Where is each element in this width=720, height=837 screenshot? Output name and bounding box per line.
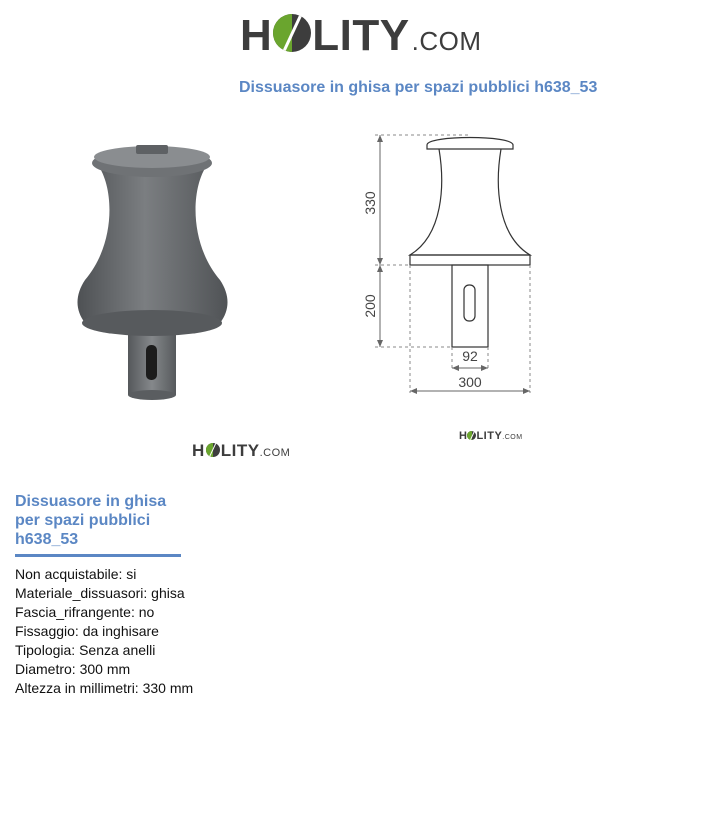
logo-letters: LITY [312, 11, 410, 60]
spec-row: Altezza in millimetri: 330 mm [15, 680, 194, 696]
brand-logo-small [192, 442, 290, 462]
logo-letters: LITY [220, 441, 260, 460]
product-name: Dissuasore in ghisa per spazi pubblici h638_53 [15, 493, 167, 548]
spec-row: Fissaggio: da inghisare [15, 623, 159, 639]
logo-domain: .COM [259, 447, 291, 459]
spec-row: Non acquistabile: si [15, 566, 137, 582]
logo-letter-h: H [240, 11, 273, 60]
technical-drawing [355, 125, 555, 405]
logo-o-icon [273, 14, 311, 52]
dim-label-height-top: 330 [362, 191, 378, 215]
logo-letter-h: H [459, 430, 468, 442]
photo-body [78, 165, 228, 323]
logo-domain: .COM [502, 434, 523, 441]
drawing-cap [427, 138, 513, 150]
photo-slot [146, 345, 157, 380]
dim-label-diameter: 300 [458, 374, 482, 390]
logo-domain: .COM [411, 26, 482, 56]
page-title: Dissuasore in ghisa per spazi pubblici h638_53 [239, 79, 598, 96]
brand-logo [240, 12, 482, 65]
logo-letters: LITY [476, 430, 503, 442]
logo-letter-h: H [192, 441, 205, 460]
drawing-slot [464, 285, 475, 321]
spec-row: Materiale_dissuasori: ghisa [15, 585, 185, 601]
logo-o-icon [206, 443, 220, 457]
spec-row: Fascia_rifrangente: no [15, 604, 155, 620]
drawing-body [410, 149, 530, 255]
dim-label-height-bottom: 200 [362, 294, 378, 318]
product-name-underline [15, 554, 181, 557]
drawing-base [410, 255, 530, 265]
logo-o-icon [467, 431, 476, 440]
brand-logo-drawing [459, 430, 523, 444]
drawing-pipe [452, 265, 488, 347]
spec-row: Tipologia: Senza anelli [15, 642, 156, 658]
spec-list [15, 565, 193, 698]
product-photo [70, 135, 240, 405]
dim-label-tube-width: 92 [462, 348, 478, 364]
spec-row: Diametro: 300 mm [15, 661, 131, 677]
